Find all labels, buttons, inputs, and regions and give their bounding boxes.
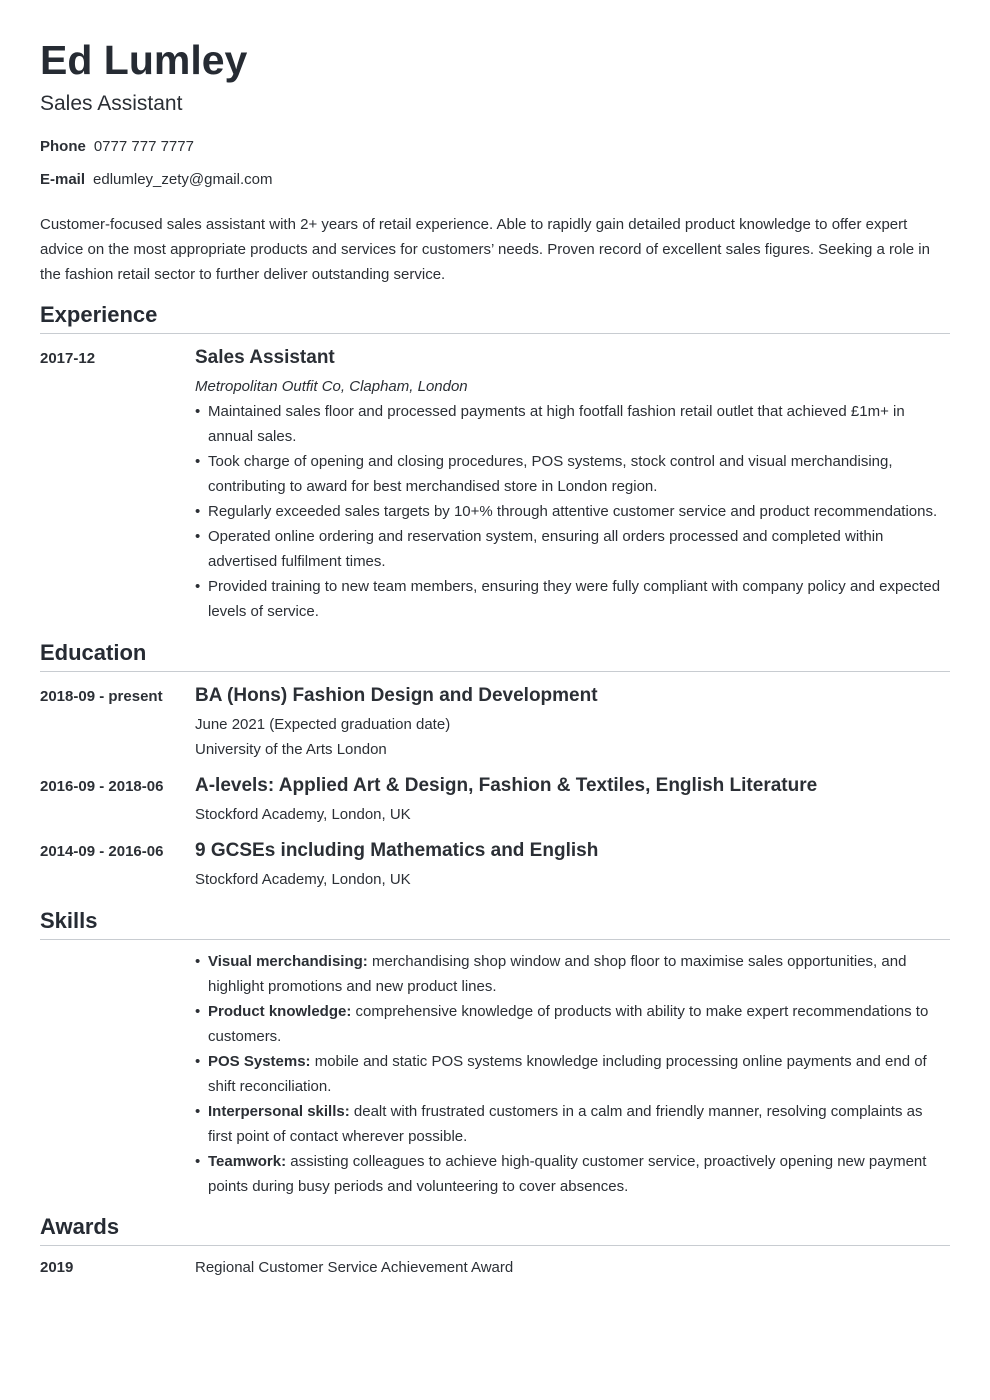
- awards-heading: Awards: [40, 1213, 950, 1246]
- education-entry: [195, 773, 950, 827]
- degree-title: 9 GCSEs including Mathematics and English: [195, 840, 599, 861]
- education-date: 2018-09 - present: [40, 688, 163, 705]
- skill-name: Visual merchandising:: [208, 953, 368, 970]
- education-date: 2016-09 - 2018-06: [40, 778, 164, 795]
- list-item: • Regularly exceeded sales targets by 10+% through attentive customer service and product recommendations.: [195, 499, 950, 524]
- education-detail: University of the Arts London: [195, 741, 387, 758]
- candidate-role: Sales Assistant: [40, 92, 183, 115]
- list-item: • Took charge of opening and closing procedures, POS systems, stock control and visual merchandising, contributing to award for best merchandised store in London region.: [195, 449, 950, 499]
- skill-item: [195, 949, 950, 999]
- skills-heading: Skills: [40, 907, 950, 940]
- skill-item: [195, 999, 950, 1049]
- award-name: Regional Customer Service Achievement Award: [195, 1259, 514, 1276]
- experience-heading: Experience: [40, 301, 950, 334]
- degree-title: A-levels: Applied Art & Design, Fashion & Textiles, English Literature: [195, 775, 818, 796]
- skills-list: [195, 949, 950, 1199]
- phone-value: 0777 777 7777: [93, 138, 194, 155]
- candidate-name: Ed Lumley: [40, 37, 248, 83]
- experience-entry: [195, 345, 950, 624]
- skill-description: comprehensive knowledge of products with ability to make expert recommendations to customers.: [208, 1003, 929, 1045]
- list-item: • Operated online ordering and reservation system, ensuring all orders processed and completed within advertised fulfilment times.: [195, 524, 950, 574]
- skill-description: mobile and static POS systems knowledge including processing online payments and end of shift reconciliation.: [208, 1053, 927, 1095]
- phone-label: Phone: [40, 138, 86, 155]
- skill-item: [195, 1049, 950, 1099]
- email-value: edlumley_zety@gmail.com: [93, 171, 273, 188]
- education-detail: Stockford Academy, London, UK: [195, 806, 411, 823]
- list-item: • Maintained sales floor and processed payments at high footfall fashion retail outlet that achieved £1m+ in annual sales.: [195, 399, 950, 449]
- education-detail: June 2021 (Expected graduation date): [195, 716, 451, 733]
- skill-item: [195, 1149, 950, 1199]
- skill-description: assisting colleagues to achieve high-quality customer service, proactively opening new payment points during busy periods and volunteering to cover absences.: [208, 1153, 927, 1195]
- skill-name: Interpersonal skills:: [208, 1103, 350, 1120]
- job-company: Metropolitan Outfit Co, Clapham, London: [195, 378, 468, 395]
- skill-description: merchandising shop window and shop floor to maximise sales opportunities, and highlight promotions and new product lines.: [208, 953, 907, 995]
- education-entry: [195, 683, 950, 762]
- education-heading: Education: [40, 639, 950, 672]
- profile-summary: Customer-focused sales assistant with 2+ years of retail experience. Able to rapidly gain detailed product knowledge to offer expert advice on the most appropriate products and services for customers’ needs. Proven record of excellent sales figures. Seeking a role in the fashion retail sector to further deliver outstanding service.: [40, 216, 930, 283]
- experience-date: 2017-12: [40, 350, 96, 367]
- skill-name: Teamwork:: [208, 1153, 287, 1170]
- degree-title: BA (Hons) Fashion Design and Development: [195, 685, 598, 706]
- skill-item: [195, 1099, 950, 1149]
- skill-description: dealt with frustrated customers in a calm and friendly manner, resolving complaints as first point of contact wherever possible.: [208, 1103, 923, 1145]
- skill-name: Product knowledge:: [208, 1003, 352, 1020]
- education-entry: [195, 838, 950, 892]
- list-item: • Provided training to new team members, ensuring they were fully compliant with company policy and expected levels of service.: [195, 574, 950, 624]
- phone-row: [40, 137, 194, 157]
- education-detail: Stockford Academy, London, UK: [195, 871, 411, 888]
- email-label: E-mail: [40, 171, 86, 188]
- email-row: [40, 170, 272, 190]
- skill-name: POS Systems:: [208, 1053, 311, 1070]
- award-date: 2019: [40, 1259, 74, 1276]
- job-title: Sales Assistant: [195, 347, 335, 368]
- job-duties: [195, 399, 950, 624]
- education-date: 2014-09 - 2016-06: [40, 843, 164, 860]
